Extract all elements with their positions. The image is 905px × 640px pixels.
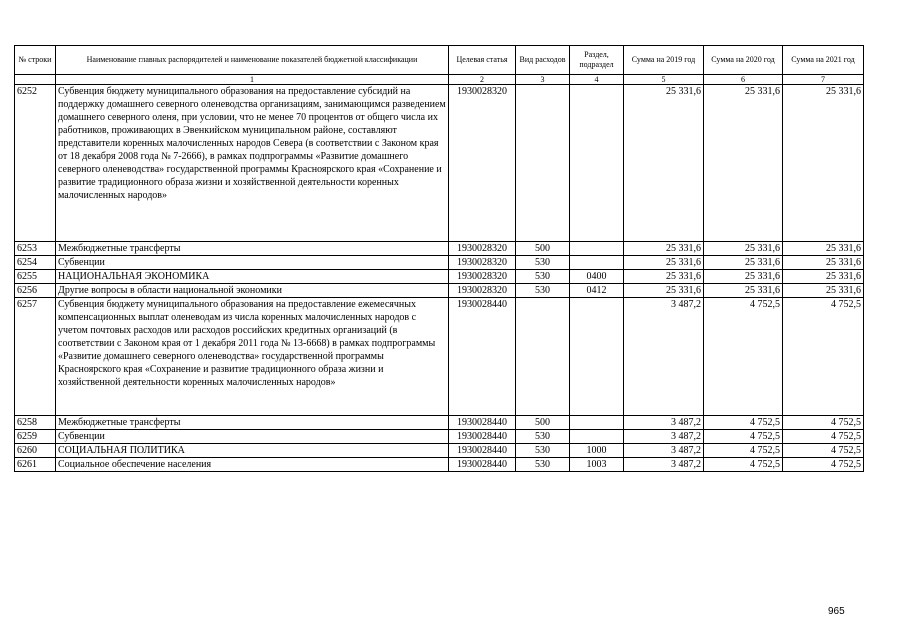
- row-kind: 530: [516, 430, 570, 444]
- row-name: Субвенции: [56, 430, 449, 444]
- colnum-6: 6: [704, 75, 783, 85]
- row-amount-2020: 25 331,6: [704, 242, 783, 256]
- row-code: 1930028440: [449, 430, 516, 444]
- row-num: 6252: [15, 85, 56, 242]
- row-num: 6255: [15, 270, 56, 284]
- row-amount-2019: 25 331,6: [624, 85, 704, 242]
- row-name: Межбюджетные трансферты: [56, 416, 449, 430]
- row-name: СОЦИАЛЬНАЯ ПОЛИТИКА: [56, 444, 449, 458]
- row-amount-2021: 4 752,5: [783, 298, 864, 416]
- row-num: 6258: [15, 416, 56, 430]
- table-row: [15, 270, 864, 284]
- colnum-5: 5: [624, 75, 704, 85]
- row-amount-2020: 4 752,5: [704, 298, 783, 416]
- row-amount-2021: 4 752,5: [783, 444, 864, 458]
- row-amount-2020: 4 752,5: [704, 430, 783, 444]
- header-num: № строки: [15, 46, 56, 75]
- header-2021: Сумма на 2021 год: [783, 46, 864, 75]
- row-kind: 530: [516, 256, 570, 270]
- row-amount-2019: 25 331,6: [624, 270, 704, 284]
- colnum-2: 2: [449, 75, 516, 85]
- row-section: 0400: [570, 270, 624, 284]
- row-amount-2019: 25 331,6: [624, 256, 704, 270]
- header-2019: Сумма на 2019 год: [624, 46, 704, 75]
- row-code: 1930028320: [449, 270, 516, 284]
- row-amount-2019: 25 331,6: [624, 284, 704, 298]
- row-code: 1930028320: [449, 256, 516, 270]
- row-section: [570, 430, 624, 444]
- row-code: 1930028440: [449, 458, 516, 472]
- row-amount-2021: 25 331,6: [783, 270, 864, 284]
- row-amount-2020: 4 752,5: [704, 458, 783, 472]
- row-amount-2021: 4 752,5: [783, 458, 864, 472]
- row-name: Социальное обеспечение населения: [56, 458, 449, 472]
- header-2020: Сумма на 2020 год: [704, 46, 783, 75]
- row-section: 1003: [570, 458, 624, 472]
- row-num: 6260: [15, 444, 56, 458]
- row-kind: 500: [516, 242, 570, 256]
- row-section: [570, 416, 624, 430]
- table-row: [15, 444, 864, 458]
- table-row: [15, 256, 864, 270]
- row-kind: 530: [516, 444, 570, 458]
- row-kind: 500: [516, 416, 570, 430]
- table-row: [15, 85, 864, 242]
- table-row: [15, 284, 864, 298]
- row-num: 6257: [15, 298, 56, 416]
- row-amount-2021: 25 331,6: [783, 256, 864, 270]
- row-kind: 530: [516, 458, 570, 472]
- row-section: [570, 242, 624, 256]
- row-code: 1930028320: [449, 85, 516, 242]
- row-amount-2021: 4 752,5: [783, 416, 864, 430]
- header-name: Наименование главных распорядителей и наименование показателей бюджетной классификации: [56, 46, 449, 75]
- row-amount-2020: 25 331,6: [704, 284, 783, 298]
- row-section: [570, 298, 624, 416]
- table-row: [15, 430, 864, 444]
- row-amount-2019: 3 487,2: [624, 430, 704, 444]
- row-amount-2021: 25 331,6: [783, 284, 864, 298]
- colnum-3: 3: [516, 75, 570, 85]
- row-code: 1930028320: [449, 284, 516, 298]
- row-code: 1930028440: [449, 416, 516, 430]
- row-amount-2021: 4 752,5: [783, 430, 864, 444]
- row-code: 1930028320: [449, 242, 516, 256]
- row-num: 6254: [15, 256, 56, 270]
- row-amount-2019: 25 331,6: [624, 242, 704, 256]
- row-amount-2019: 3 487,2: [624, 416, 704, 430]
- header-row: [15, 46, 864, 75]
- table-row: [15, 242, 864, 256]
- table-row: [15, 416, 864, 430]
- row-num: 6261: [15, 458, 56, 472]
- row-name: Субвенция бюджету муниципального образования на предоставление субсидий на поддержку домашнего северного оленеводства организациям, занимающимся разведением домашнего северного оленя, при условии, что не менее 70 процентов от общего числа их работников, проживающих в Эвенкийском муниципальном районе, составляют представители коренных малочисленных народов Севера (в соответствии с Законом края от 18 декабря 2008 года № 7-2666), в рамках подпрограммы «Развитие домашнего северного оленеводства» государственной программы Красноярского края «Сохранение и развитие традиционного образа жизни и хозяйственной деятельности коренных малочисленных народов»: [56, 85, 449, 242]
- row-section: [570, 256, 624, 270]
- row-amount-2020: 25 331,6: [704, 270, 783, 284]
- row-kind: 530: [516, 270, 570, 284]
- row-section: 1000: [570, 444, 624, 458]
- row-amount-2020: 25 331,6: [704, 85, 783, 242]
- row-kind: 530: [516, 284, 570, 298]
- row-section: [570, 85, 624, 242]
- row-kind: [516, 298, 570, 416]
- row-name: Субвенции: [56, 256, 449, 270]
- row-amount-2020: 25 331,6: [704, 256, 783, 270]
- colnum-4: 4: [570, 75, 624, 85]
- row-num: 6259: [15, 430, 56, 444]
- row-section: 0412: [570, 284, 624, 298]
- row-name: Другие вопросы в области национальной экономики: [56, 284, 449, 298]
- row-code: 1930028440: [449, 298, 516, 416]
- row-amount-2020: 4 752,5: [704, 416, 783, 430]
- row-name: НАЦИОНАЛЬНАЯ ЭКОНОМИКА: [56, 270, 449, 284]
- row-name: Субвенция бюджету муниципального образования на предоставление ежемесячных компенсационных выплат оленеводам из числа коренных малочисленных народов с учетом почтовых расходов или расходов российских кредитных организаций (в соответствии с Законом края от 1 декабря 2011 года № 13-6668) в рамках подпрограммы «Развитие домашнего северного оленеводства» государственной программы Красноярского края «Сохранение и развитие традиционного образа жизни и хозяйственной деятельности коренных малочисленных народов»: [56, 298, 449, 416]
- row-num: 6256: [15, 284, 56, 298]
- row-kind: [516, 85, 570, 242]
- row-code: 1930028440: [449, 444, 516, 458]
- header-kind: Вид расходов: [516, 46, 570, 75]
- row-amount-2021: 25 331,6: [783, 85, 864, 242]
- budget-table: [14, 45, 864, 472]
- colnum-1: 1: [56, 75, 449, 85]
- header-code: Целевая статья: [449, 46, 516, 75]
- row-name: Межбюджетные трансферты: [56, 242, 449, 256]
- colnum-blank: [15, 75, 56, 85]
- table-row: [15, 298, 864, 416]
- page-number: 965: [828, 606, 845, 617]
- header-section: Раздел, подраздел: [570, 46, 624, 75]
- row-amount-2019: 3 487,2: [624, 458, 704, 472]
- column-number-row: [15, 75, 864, 85]
- row-amount-2019: 3 487,2: [624, 298, 704, 416]
- row-num: 6253: [15, 242, 56, 256]
- row-amount-2020: 4 752,5: [704, 444, 783, 458]
- colnum-7: 7: [783, 75, 864, 85]
- row-amount-2019: 3 487,2: [624, 444, 704, 458]
- row-amount-2021: 25 331,6: [783, 242, 864, 256]
- table-row: [15, 458, 864, 472]
